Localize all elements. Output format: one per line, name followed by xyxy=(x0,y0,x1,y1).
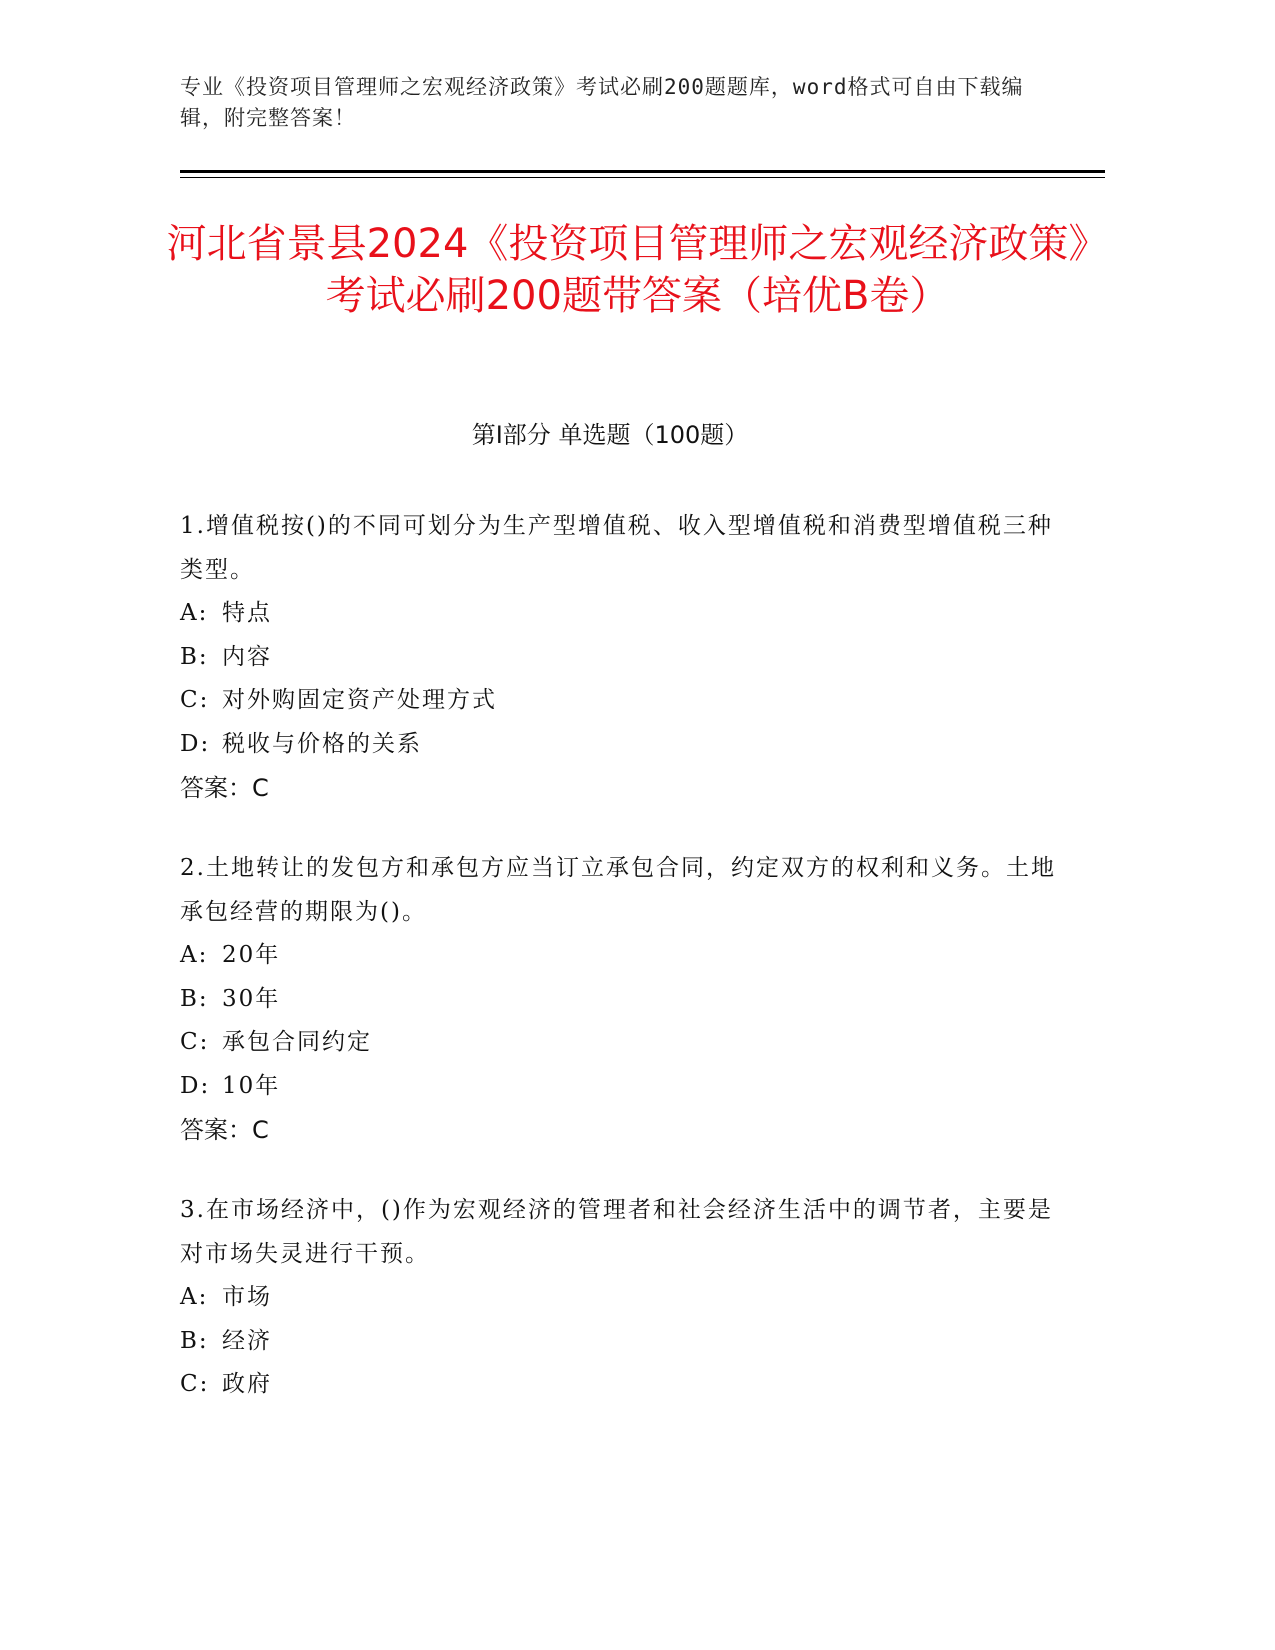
option-b xyxy=(180,636,1060,680)
option-d xyxy=(180,1065,1060,1109)
question-1 xyxy=(180,504,1060,810)
option-label: C: xyxy=(180,1029,210,1055)
option-text: 承包合同约定 xyxy=(222,1029,372,1055)
option-label: B: xyxy=(180,643,209,670)
header-divider-thick xyxy=(180,170,1105,173)
document-title: 河北省景县2024《投资项目管理师之宏观经济政策》考试必刷200题带答案（培优B卷） xyxy=(166,221,1109,319)
option-text: 税收与价格的关系 xyxy=(222,730,422,757)
question-2 xyxy=(180,846,1060,1152)
option-label: C: xyxy=(180,1371,210,1397)
option-label: A: xyxy=(180,600,209,626)
header-note: 专业《投资项目管理师之宏观经济政策》考试必刷200题题库，word格式可自由下载编辑，附完整答案！ xyxy=(180,75,1024,130)
question-stem: 2.土地转让的发包方和承包方应当订立承包合同，约定双方的权利和义务。土地承包经营的期限为()。 xyxy=(180,855,1056,925)
option-a xyxy=(180,592,1060,636)
option-label: A: xyxy=(180,1284,209,1310)
option-text: 特点 xyxy=(222,600,272,626)
option-label: B: xyxy=(180,1327,209,1354)
option-c xyxy=(180,679,1060,723)
option-label: D: xyxy=(180,1072,211,1099)
header-divider-thin xyxy=(180,177,1105,178)
option-a xyxy=(180,1276,1060,1320)
option-text: 20年 xyxy=(222,942,281,968)
option-a xyxy=(180,934,1060,978)
option-text: 内容 xyxy=(222,643,272,670)
option-label: C: xyxy=(180,687,210,713)
question-list xyxy=(180,504,1060,1443)
option-c xyxy=(180,1021,1060,1065)
question-3 xyxy=(180,1188,1060,1407)
option-d xyxy=(180,723,1060,767)
option-text: 10年 xyxy=(222,1072,281,1099)
option-text: 市场 xyxy=(222,1284,272,1310)
question-stem: 3.在市场经济中，()作为宏观经济的管理者和社会经济生活中的调节者，主要是对市场失灵进行干预。 xyxy=(180,1197,1053,1267)
answer: 答案：C xyxy=(180,774,269,802)
option-label: B: xyxy=(180,985,209,1012)
option-label: D: xyxy=(180,730,211,757)
section-title: 第Ⅰ部分 单选题（100题） xyxy=(471,421,749,449)
option-text: 30年 xyxy=(222,985,281,1012)
question-stem: 1.增值税按()的不同可划分为生产型增值税、收入型增值税和消费型增值税三种类型。 xyxy=(180,513,1053,583)
option-b xyxy=(180,978,1060,1022)
option-text: 经济 xyxy=(222,1327,272,1354)
answer: 答案：C xyxy=(180,1116,269,1144)
option-c xyxy=(180,1363,1060,1407)
option-text: 政府 xyxy=(222,1371,272,1397)
option-text: 对外购固定资产处理方式 xyxy=(222,687,497,713)
option-b xyxy=(180,1320,1060,1364)
option-label: A: xyxy=(180,942,209,968)
